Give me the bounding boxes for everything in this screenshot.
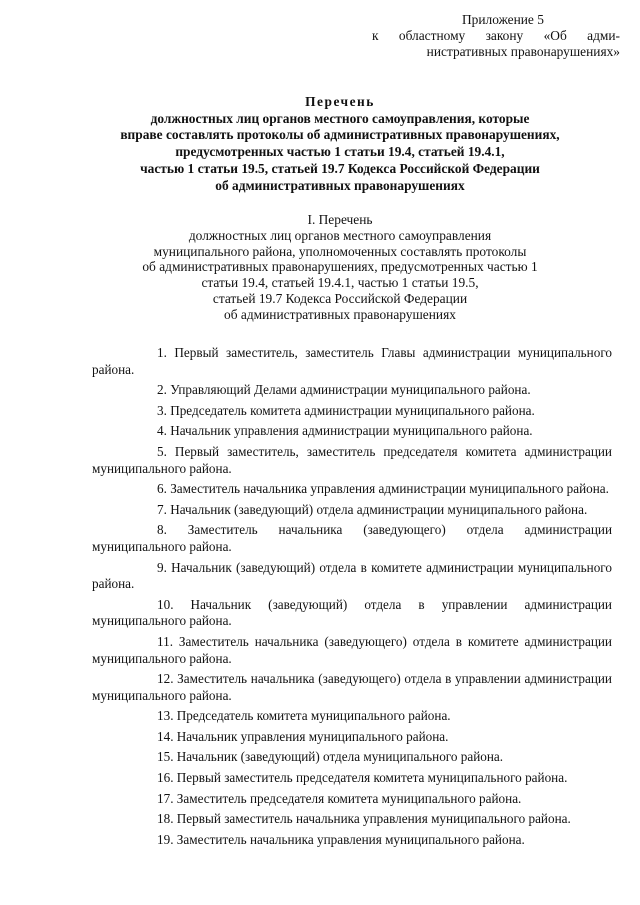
list-item: 3. Председатель комитета администрации муниципального района.	[157, 402, 535, 418]
title-line: об административных правонарушениях	[215, 177, 465, 193]
list-item: 1. Первый заместитель, заместитель Главы администрации муниципального района.	[92, 345, 612, 377]
list-item: 14. Начальник управления муниципального района.	[157, 728, 449, 744]
section-line: должностных лиц органов местного самоуправления	[188, 227, 492, 243]
title-line: вправе составлять протоколы об административных правонарушениях,	[120, 127, 560, 143]
annex-title: Приложение 5	[462, 12, 544, 27]
list-item: 2. Управляющий Делами администрации муниципального района.	[157, 382, 531, 398]
annex-line-2: нистративных правонарушениях»	[426, 44, 620, 59]
list-item: 17. Заместитель председателя комитета муниципального района.	[157, 790, 522, 806]
list-item: 9. Начальник (заведующий) отдела в комитете администрации муниципального района.	[92, 559, 612, 592]
document-title	[60, 94, 620, 194]
list-item: 11. Заместитель начальника (заведующего) отдела в комитете администрации муниципального района.	[92, 633, 612, 666]
list-item: 16. Первый заместитель председателя комитета муниципального района.	[157, 770, 568, 786]
list-item: 5. Первый заместитель, заместитель председателя комитета администрации муниципального района.	[92, 443, 612, 476]
list-item: 19. Заместитель начальника управления муниципального района.	[157, 831, 525, 847]
list-item: 15. Начальник (заведующий) отдела муниципального района.	[157, 749, 504, 765]
section-heading: I. Перечень	[307, 212, 373, 227]
section-title	[60, 212, 620, 323]
section-line: об административных правонарушениях, предусмотренных частью 1	[142, 259, 538, 275]
section-line: статьей 19.7 Кодекса Российской Федерации	[212, 290, 468, 306]
title-heading: Перечень	[305, 94, 375, 109]
officials-list	[92, 345, 612, 852]
list-item: 10. Начальник (заведующий) отдела в управлении администрации муниципального района.	[92, 596, 612, 629]
annex-header	[372, 12, 620, 60]
title-line: частью 1 статьи 19.5, статьей 19.7 Кодекса Российской Федерации	[140, 160, 540, 176]
title-line: предусмотренных частью 1 статьи 19.4, статьей 19.4.1,	[175, 144, 505, 160]
list-item: 4. Начальник управления администрации муниципального района.	[157, 423, 533, 439]
section-line: статьи 19.4, статьей 19.4.1, частью 1 статьи 19.5,	[201, 275, 479, 291]
list-item: 6. Заместитель начальника управления администрации муниципального района.	[157, 481, 609, 497]
list-item: 8. Заместитель начальника (заведующего) отдела администрации муниципального района.	[92, 522, 612, 554]
annex-line-1: к областному закону «Об адми-	[372, 28, 620, 43]
section-line: муниципального района, уполномоченных составлять протоколы	[153, 243, 527, 259]
list-item: 18. Первый заместитель начальника управления муниципального района.	[157, 811, 571, 827]
section-line: об административных правонарушениях	[224, 306, 456, 322]
title-line: должностных лиц органов местного самоуправления, которые	[150, 110, 530, 126]
list-item: 12. Заместитель начальника (заведующего) отдела в управлении администрации муниципального района.	[92, 671, 612, 703]
list-item: 13. Председатель комитета муниципального района.	[157, 708, 451, 724]
list-item: 7. Начальник (заведующий) отдела администрации муниципального района.	[157, 501, 588, 517]
